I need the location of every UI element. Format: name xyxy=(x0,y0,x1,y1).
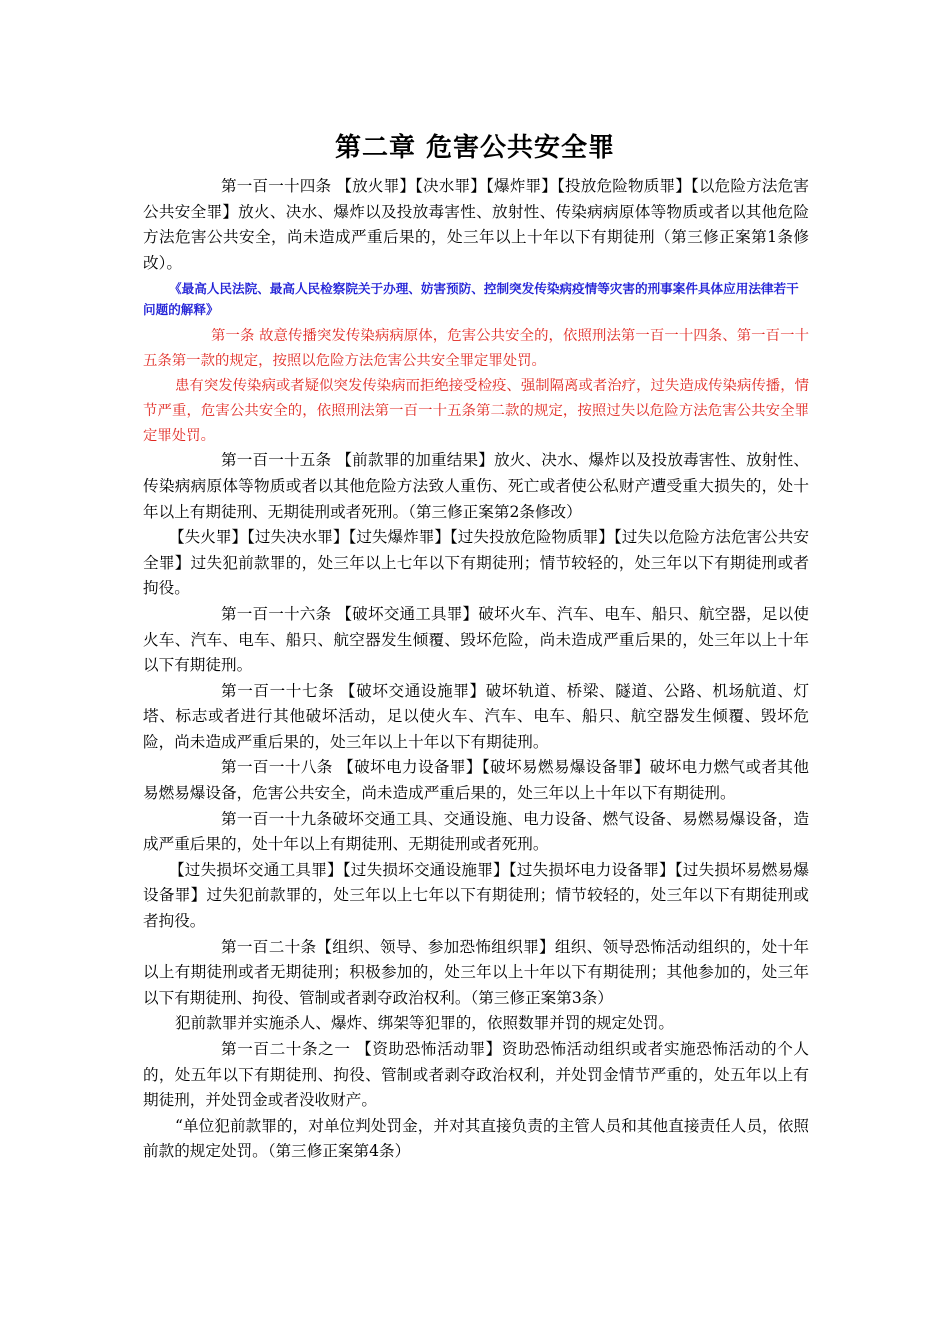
article-116: 第一百一十六条 【破坏交通工具罪】破坏火车、汽车、电车、船只、航空器，足以使火车、汽车、电车、船只、航空器发生倾覆、毁坏危险，尚未造成严重后果的，处三年以上十年以下有期徒刑。 xyxy=(143,604,809,675)
chapter-title: 第二章 危害公共安全罪 xyxy=(334,133,616,163)
article-114: 第一百一十四条 【放火罪】【决水罪】【爆炸罪】【投放危险物质罪】【以危险方法危害公共安全罪】放火、决水、爆炸以及投放毒害性、放射性、传染病病原体等物质或者以其他危险方法危害公共安全，尚未造成严重后果的，处三年以上十年以下有期徒刑（第三修正案第1条修改）。 xyxy=(143,177,809,272)
article-117: 第一百一十七条 【破坏交通设施罪】破坏轨道、桥梁、隧道、公路、机场航道、灯塔、标志或者进行其他破坏活动，足以使火车、汽车、电车、船只、航空器发生倾覆、毁坏危险，尚未造成严重后果的，处三年以上十年以下有期徒刑。 xyxy=(143,681,809,751)
interpretation-article-1: 第一条 故意传播突发传染病病原体，危害公共安全的，依照刑法第一百一十四条、第一百一十五条第一款的规定，按照以危险方法危害公共安全罪定罪处罚。 xyxy=(143,328,809,370)
article-120-clause-2: 犯前款罪并实施杀人、爆炸、绑架等犯罪的，依照数罪并罚的规定处罚。 xyxy=(175,1014,675,1033)
article-119: 第一百一十九条破坏交通工具、交通设施、电力设备、燃气设备、易燃易爆设备，造成严重后果的，处十年以上有期徒刑、无期徒刑或者死刑。 xyxy=(143,809,809,854)
article-115: 第一百一十五条 【前款罪的加重结果】放火、决水、爆炸以及投放毒害性、放射性、传染病病原体等物质或者以其他危险方法致人重伤、死亡或者使公私财产遭受重大损失的，处十年以上有期徒刑、无期徒刑或者死刑。（第三修正案第2条修改） xyxy=(143,451,809,521)
article-120-1-clause-2: “单位犯前款罪的，对单位判处罚金，并对其直接负责的主管人员和其他直接责任人员，依照前款的规定处罚。（第三修正案第4条） xyxy=(143,1116,809,1161)
judicial-interpretation-title: 《最高人民法院、最高人民检察院关于办理、妨害预防、控制突发传染病疫情等灾害的刑事案件具体应用法律若干问题的解释》 xyxy=(143,281,799,318)
article-120-1: 第一百二十条之一 【资助恐怖活动罪】资助恐怖活动组织或者实施恐怖活动的个人的，处五年以下有期徒刑、拘役、管制或者剥夺政治权利，并处罚金情节严重的，处五年以上有期徒刑，并处罚金或者没收财产。 xyxy=(143,1040,809,1110)
interpretation-clause-2: 患有突发传染病或者疑似突发传染病而拒绝接受检疫、强制隔离或者治疗，过失造成传染病传播，情节严重，危害公共安全的，依照刑法第一百一十五条第二款的规定，按照过失以危险方法危害公共安全罪定罪处罚。 xyxy=(143,377,809,444)
article-120: 第一百二十条【组织、领导、参加恐怖组织罪】组织、领导恐怖活动组织的，处十年以上有期徒刑或者无期徒刑；积极参加的，处三年以上十年以下有期徒刑；其他参加的，处三年以下有期徒刑、拘役、管制或者剥夺政治权利。（第三修正案第3条） xyxy=(143,937,809,1007)
article-115-clause-2: 【失火罪】【过失决水罪】【过失爆炸罪】【过失投放危险物质罪】【过失以危险方法危害公共安全罪】过失犯前款罪的，处三年以上七年以下有期徒刑；情节较轻的，处三年以下有期徒刑或者拘役。 xyxy=(143,528,809,598)
document-body xyxy=(143,174,809,1165)
article-119-clause-2: 【过失损坏交通工具罪】【过失损坏交通设施罪】【过失损坏电力设备罪】【过失损坏易燃易爆设备罪】过失犯前款罪的，处三年以上七年以下有期徒刑；情节较轻的，处三年以下有期徒刑或者拘役。 xyxy=(143,860,809,931)
article-118: 第一百一十八条 【破坏电力设备罪】【破坏易燃易爆设备罪】破坏电力燃气或者其他易燃易爆设备，危害公共安全，尚未造成严重后果的，处三年以上十年以下有期徒刑。 xyxy=(143,758,809,803)
